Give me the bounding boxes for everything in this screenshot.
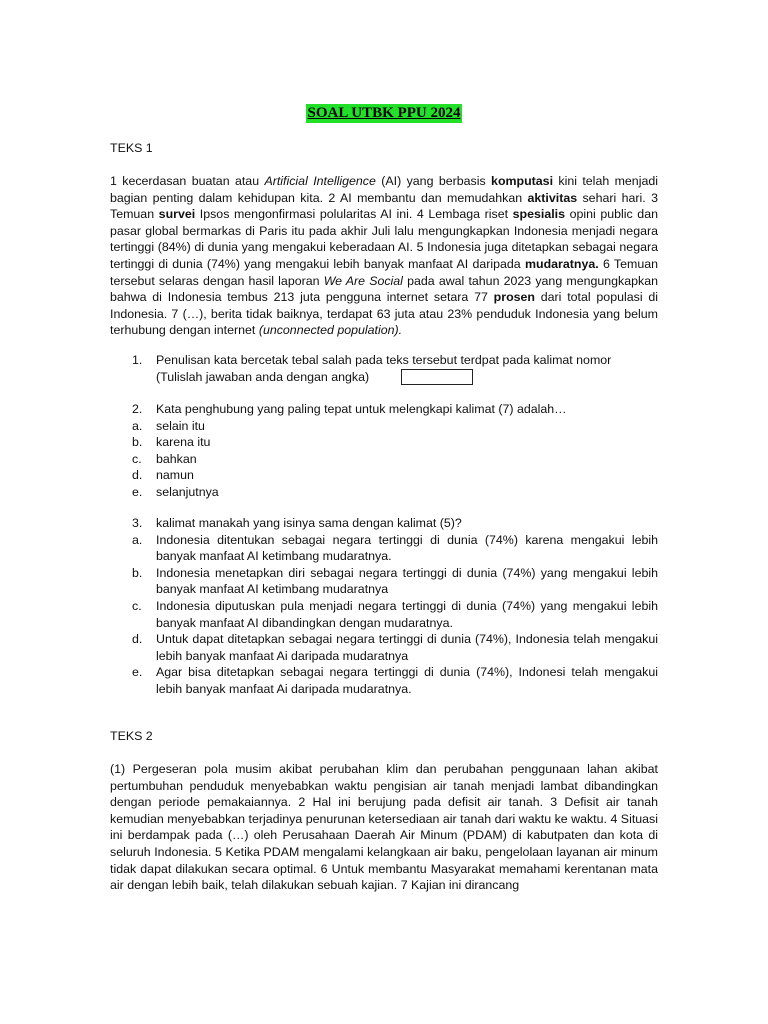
option-d[interactable]: d. Untuk dapat ditetapkan sebagai negara tertinggi di dunia (74%), Indonesia telah mengakui lebih banyak manfaat Ai daripada mudaratnya <box>132 632 658 663</box>
question-2 <box>110 401 658 501</box>
option-c[interactable]: c. bahkan <box>132 451 197 466</box>
question-1 <box>110 352 658 385</box>
answer-input-box[interactable] <box>401 369 473 385</box>
option-a[interactable]: a. Indonesia ditentukan sebagai negara tertinggi di dunia (74%) karena mengakui lebih banyak manfaat AI ketimbang mudaratnya. <box>132 532 658 564</box>
question-number: 2. <box>132 402 143 416</box>
option-c[interactable]: c. Indonesia diputuskan pula menjadi negara tertinggi di dunia (74%) yang mengakui lebih banyak manfaat AI dibandingkan dengan mudaratnya. <box>132 598 658 630</box>
teks2-heading: TEKS 2 <box>110 729 153 743</box>
question-text: Penulisan kata bercetak tebal salah pada teks tersebut terdpat pada kalimat nomor <box>156 353 612 367</box>
question-text: Kata penghubung yang paling tepat untuk melengkapi kalimat (7) adalah… <box>156 402 567 416</box>
title-wrap <box>0 104 768 123</box>
question-3 <box>110 515 658 698</box>
option-b[interactable]: b. Indonesia menetapkan diri sebagai negara tertinggi di dunia (74%) yang mengakui lebih banyak manfaat AI ketimbang mudaratnya <box>132 565 658 597</box>
question-text: kalimat manakah yang isinya sama dengan kalimat (5)? <box>156 516 462 530</box>
document-title: SOAL UTBK PPU 2024 <box>307 105 461 121</box>
question-instruction: (Tulislah jawaban anda dengan angka) <box>156 369 370 384</box>
question-number: 1. <box>132 353 143 367</box>
option-d[interactable]: d. namun <box>132 468 194 483</box>
question-number: 3. <box>132 516 143 530</box>
option-e[interactable]: e. Agar bisa ditetapkan sebagai negara tertinggi di dunia (74%), Indonesi telah mengakui lebih banyak manfaat Ai daripada mudaratnya. <box>132 665 658 696</box>
teks1-heading: TEKS 1 <box>110 141 153 155</box>
teks2-paragraph: (1) Pergeseran pola musim akibat perubahan klim dan perubahan penggunaan lahan akibat pertumbuhan penduduk menyebabkan waktu pengisian air tanah menjadi lambat dibandingkan dengan periode pemakaiannya. 2 Hal ini berujung pada defisit air tanah. 3 Defisit air tanah kemudian menyebabkan terjadinya penurunan ketersediaan air tanah dari waktu ke waktu. 4 Situasi ini berdampak pada (…) oleh Perusahaan Daerah Air Minum (PDAM) di kabutpaten dan kota di seluruh Indonesia. 5 Ketika PDAM mengalami kelangkaan air baku, pengelolaan layanan air minum tidak dapat dilakukan secara optimal. 6 Untuk membantu Masyarakat memahami kerentanan mata air dengan lebih baik, telah dilakukan sebuah kajian. 7 Kajian ini dirancang <box>110 762 658 893</box>
option-a[interactable]: a. selain itu <box>132 418 205 433</box>
option-e[interactable]: e. selanjutnya <box>132 484 219 499</box>
teks1-paragraph: 1 kecerdasan buatan atau Artificial Intelligence (AI) yang berbasis komputasi kini telah menjadi bagian penting dalam kehidupan kita. 2 AI membantu dan memudahkan aktivitas sehari hari. 3 Temuan survei Ipsos mengonfirmasi polularitas AI ini. 4 Lembaga riset spesialis opini public dan pasar global bermarkas di Paris itu pada akhir Juli lalu mengungkapkan Indonesia menjadi negara tertinggi (84%) di dunia yang mengakui keberadaan AI. 5 Indonesia juga ditetapkan sebagai negara tertinggi di dunia (74%) yang mengakui lebih banyak manfaat AI daripada mudaratnya. 6 Temuan tersebut selaras dengan hasil laporan We Are Social pada awal tahun 2023 yang mengungkapkan bahwa di Indonesia tembus 213 juta pengguna internet setara 77 prosen dari total populasi di Indonesia. 7 (…), berita tidak baiknya, terdapat 63 juta atau 23% penduduk Indonesia yang belum terhubung dengan internet (unconnected population). <box>110 174 659 338</box>
option-b[interactable]: b. karena itu <box>132 435 211 450</box>
